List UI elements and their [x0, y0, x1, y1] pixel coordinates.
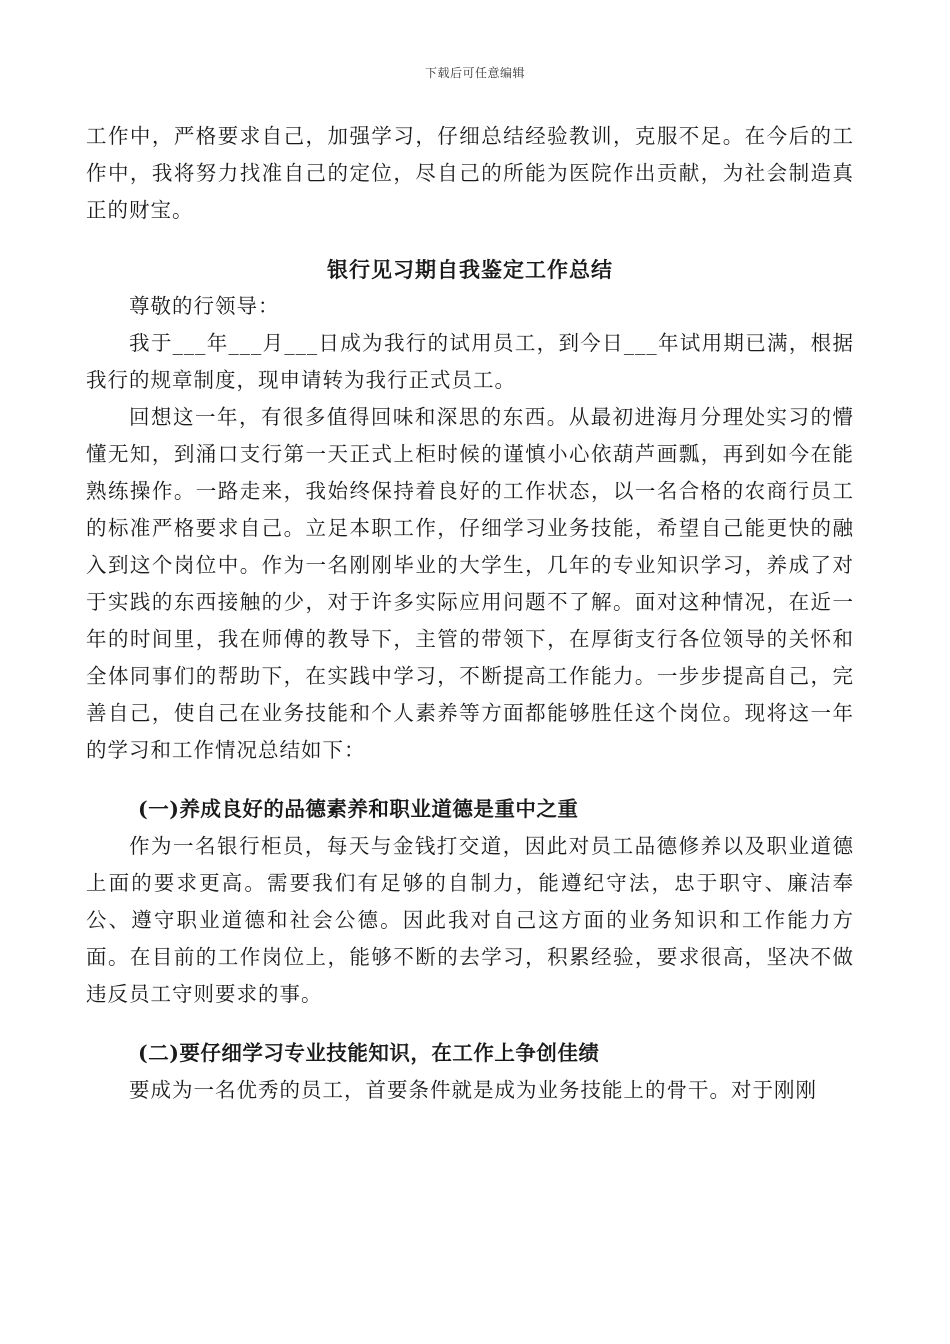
- section-1-heading: (一)养成良好的品德素养和职业道德是重中之重: [138, 797, 579, 821]
- paragraph-probation: 我于___年___月___日成为我行的试用员工，到今日___年试用期已满，根据我行的规章制度，现申请转为我行正式员工。: [86, 331, 854, 392]
- page-header: 下载后可任意编辑: [424, 66, 525, 80]
- section-2-heading: (二)要仔细学习专业技能知识，在工作上争创佳绩: [138, 1041, 600, 1065]
- document-title: 银行见习期自我鉴定工作总结: [327, 257, 613, 282]
- section-2-paragraph: 要成为一名优秀的员工，首要条件就是成为业务技能上的骨干。对于刚刚: [129, 1078, 818, 1102]
- intro-paragraph: 工作中，严格要求自己，加强学习，仔细总结经验教训，克服不足。在今后的工作中，我将努力找准自己的定位，尽自己的所能为医院作出贡献，为社会制造真正的财宝。: [86, 124, 854, 222]
- document-body: [86, 118, 854, 1109]
- salutation: 尊敬的行领导：: [129, 294, 280, 318]
- section-1-paragraph: 作为一名银行柜员，每天与金钱打交道，因此对员工品德修养以及职业道德上面的要求更高。需要我们有足够的自制力，能遵纪守法，忠于职守、廉洁奉公、遵守职业道德和社会公德。因此我对自己这方面的业务知识和工作能力方面。在目前的工作岗位上，能够不断的去学习，积累经验，要求很高，坚决不做违反员工守则要求的事。: [86, 834, 854, 1006]
- paragraph-review: 回想这一年，有很多值得回味和深思的东西。从最初进海月分理处实习的懵懂无知，到涌口支行第一天正式上柜时候的谨慎小心依葫芦画瓢，再到如今在能熟练操作。一路走来，我始终保持着良好的工作状态，以一名合格的农商行员工的标准严格要求自己。立足本职工作，仔细学习业务技能，希望自己能更快的融入到这个岗位中。作为一名刚刚毕业的大学生，几年的专业知识学习，养成了对于实践的东西接触的少，对于许多实际应用问题不了解。面对这种情况，在近一年的时间里，我在师傅的教导下，主管的带领下，在厚街支行各位领导的关怀和全体同事们的帮助下，在实践中学习，不断提高工作能力。一步步提高自己，完善自己，使自己在业务技能和个人素养等方面都能够胜任这个岗位。现将这一年的学习和工作情况总结如下：: [86, 405, 854, 762]
